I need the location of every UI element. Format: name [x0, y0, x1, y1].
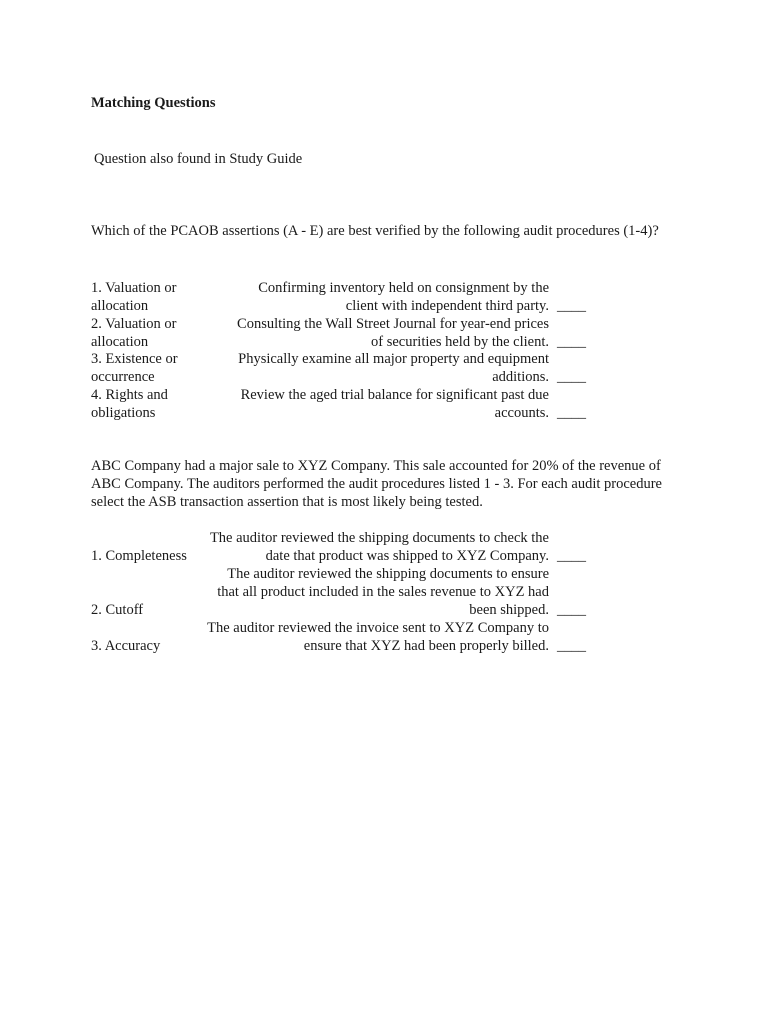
- answer-blank[interactable]: ____: [557, 298, 586, 314]
- answer-blank[interactable]: ____: [557, 405, 586, 421]
- section1-question: Which of the PCAOB assertions (A - E) are best verified by the following audit procedures (1-4)?: [91, 223, 659, 239]
- assertion-label: 4. Rights and obligations: [91, 387, 168, 421]
- answer-blank[interactable]: ____: [557, 638, 586, 654]
- assertion-label: 2. Cutoff: [91, 602, 144, 618]
- procedure-text: The auditor reviewed the invoice sent to XYZ Company to ensure that XYZ had been properly billed.: [207, 620, 549, 654]
- assertion-label: 3. Accuracy: [91, 638, 161, 654]
- assertion-label: 2. Valuation or allocation: [91, 316, 177, 350]
- procedure-text: Consulting the Wall Street Journal for year-end prices of securities held by the client.: [237, 316, 549, 350]
- section2-question: ABC Company had a major sale to XYZ Company. This sale accounted for 20% of the revenue of ABC Company. The auditors performed the audit procedures listed 1 - 3. For each audit procedure select the ASB transaction assertion that is most likely being tested.: [91, 458, 662, 510]
- page-title: Matching Questions: [91, 95, 216, 111]
- assertion-label: 1. Completeness: [91, 548, 187, 564]
- answer-blank[interactable]: ____: [557, 369, 586, 385]
- procedure-text: The auditor reviewed the shipping documents to check the date that product was shipped to XYZ Company.: [209, 530, 549, 564]
- study-guide-note: Question also found in Study Guide: [94, 151, 303, 167]
- assertion-label: 1. Valuation or allocation: [91, 280, 177, 314]
- procedure-text: Physically examine all major property and equipment additions.: [238, 351, 549, 385]
- answer-blank[interactable]: ____: [557, 334, 586, 350]
- answer-blank[interactable]: ____: [557, 602, 586, 618]
- procedure-text: Confirming inventory held on consignment by the client with independent third party.: [258, 280, 549, 314]
- procedure-text: The auditor reviewed the shipping documents to ensure that all product included in the sales revenue to XYZ had been shipped.: [217, 566, 549, 618]
- answer-blank[interactable]: ____: [557, 548, 586, 564]
- assertion-label: 3. Existence or occurrence: [91, 351, 178, 385]
- procedure-text: Review the aged trial balance for significant past due accounts.: [240, 387, 549, 421]
